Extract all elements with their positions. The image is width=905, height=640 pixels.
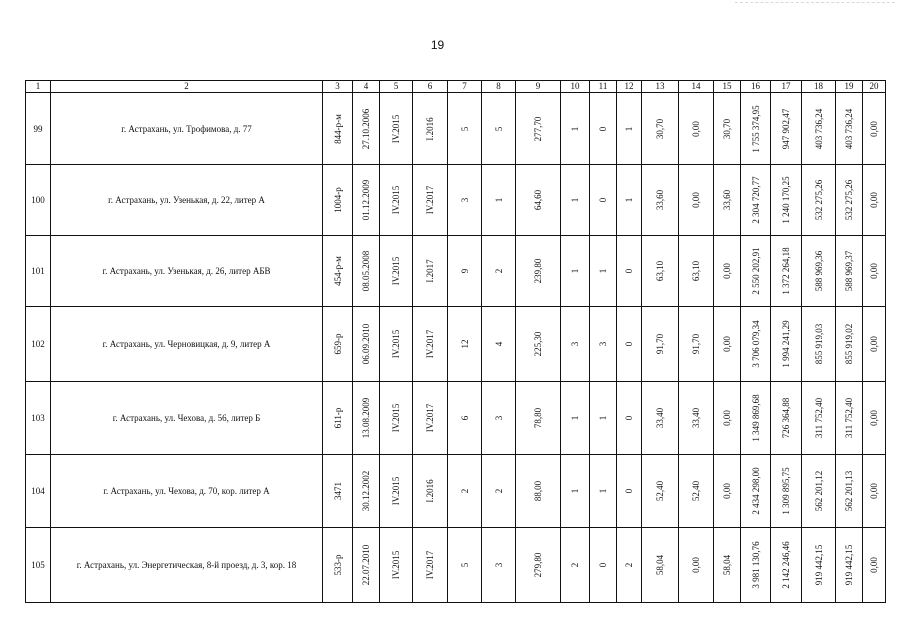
- premises-private-cell: [590, 93, 617, 165]
- total-cost-cell: [741, 382, 771, 455]
- regional-budget-cost-cell: [802, 165, 836, 236]
- premises-area-cell: [642, 307, 679, 382]
- extra-cost-cell: [863, 165, 886, 236]
- municipal-area-cell: [714, 165, 741, 236]
- premises-private-cell: [590, 528, 617, 603]
- total-cost-value: 2 550 202,91: [750, 247, 761, 295]
- resettlement-end-value: I.2017: [425, 259, 435, 283]
- resettlement-start-value: IV.2015: [391, 114, 401, 143]
- households-count-value: 2: [493, 488, 504, 494]
- resettlement-end-cell: [413, 93, 448, 165]
- premises-private-value: 1: [598, 488, 608, 494]
- premises-municipal-value: 0: [624, 268, 634, 274]
- residents-count-cell: [448, 307, 482, 382]
- resettlement-end-cell: [413, 455, 448, 528]
- resettlement-end-cell: [413, 528, 448, 603]
- table-row: [26, 382, 886, 455]
- decision-number-cell: [323, 382, 353, 455]
- extra-cost-value: 0,00: [869, 263, 879, 279]
- col-18-header: 18: [802, 81, 836, 93]
- decision-date-cell: [353, 307, 380, 382]
- address-cell: г. Астрахань, ул. Узенькая, д. 26, литер АБВ: [51, 236, 323, 307]
- premises-private-value: 1: [598, 415, 608, 421]
- col-10-header: 10: [561, 81, 590, 93]
- local-budget-cost-cell: [836, 307, 863, 382]
- premises-count-cell: [561, 165, 590, 236]
- row-number-cell: 99: [26, 93, 51, 165]
- local-budget-cost-cell: [836, 382, 863, 455]
- municipal-area-value: 0,00: [722, 483, 732, 499]
- address-cell: г. Астрахань, ул. Узенькая, д. 22, литер А: [51, 165, 323, 236]
- col-20-header: 20: [863, 81, 886, 93]
- premises-area-cell: [642, 528, 679, 603]
- decision-number-value: 611-р: [332, 407, 343, 429]
- residents-count-cell: [448, 455, 482, 528]
- area-total-value: 239,80: [533, 258, 543, 284]
- premises-area-cell: [642, 382, 679, 455]
- private-area-cell: [679, 455, 714, 528]
- municipal-area-value: 0,00: [722, 263, 732, 279]
- area-total-cell: [516, 528, 561, 603]
- municipal-area-cell: [714, 528, 741, 603]
- address-cell: г. Астрахань, ул. Трофимова, д. 77: [51, 93, 323, 165]
- premises-area-value: 58,04: [655, 554, 665, 576]
- premises-count-value: 1: [570, 197, 580, 203]
- area-total-cell: [516, 165, 561, 236]
- row-number-cell: 101: [26, 236, 51, 307]
- resettlement-start-value: IV.2015: [391, 329, 401, 359]
- premises-municipal-value: 0: [624, 488, 634, 494]
- households-count-cell: [482, 307, 516, 382]
- fund-cost-cell: [771, 165, 802, 236]
- premises-area-value: 33,40: [655, 407, 665, 429]
- local-budget-cost-cell: [836, 455, 863, 528]
- resettlement-end-cell: [413, 165, 448, 236]
- local-budget-cost-cell: [836, 528, 863, 603]
- fund-cost-value: 726 364,88: [781, 397, 791, 439]
- premises-count-value: 1: [570, 268, 580, 274]
- premises-private-value: 0: [598, 197, 608, 203]
- area-total-value: 64,60: [533, 189, 543, 211]
- premises-municipal-value: 1: [624, 126, 634, 131]
- residents-count-value: 6: [459, 415, 470, 421]
- col-3-header: 3: [323, 81, 353, 93]
- resettlement-end-cell: [413, 382, 448, 455]
- decision-number-value: 844-р-м: [332, 113, 343, 144]
- premises-area-cell: [642, 93, 679, 165]
- area-total-value: 88,00: [533, 480, 543, 502]
- table-row: [26, 455, 886, 528]
- total-cost-value: 2 304 720,77: [750, 176, 761, 224]
- premises-municipal-cell: [617, 93, 642, 165]
- premises-area-value: 63,10: [655, 260, 665, 282]
- column-number-row: [26, 81, 886, 93]
- decision-date-value: 06.09.2010: [361, 323, 371, 365]
- resettlement-end-value: IV.2017: [425, 185, 435, 215]
- residents-count-cell: [448, 236, 482, 307]
- premises-municipal-value: 0: [624, 415, 634, 421]
- private-area-value: 91,70: [691, 333, 701, 355]
- resettlement-start-cell: [380, 236, 413, 307]
- fund-cost-value: 1 240 170,25: [781, 176, 791, 224]
- households-count-value: 3: [493, 415, 504, 421]
- address-cell: г. Астрахань, ул. Энергетическая, 8-й проезд, д. 3, кор. 18: [51, 528, 323, 603]
- private-area-cell: [679, 528, 714, 603]
- local-budget-cost-value: 532 275,26: [844, 179, 854, 221]
- households-count-value: 2: [493, 268, 504, 274]
- decision-number-value: 1004-р: [332, 187, 343, 213]
- area-total-cell: [516, 455, 561, 528]
- extra-cost-cell: [863, 307, 886, 382]
- area-total-value: 78,80: [533, 407, 543, 429]
- extra-cost-cell: [863, 236, 886, 307]
- area-total-cell: [516, 307, 561, 382]
- households-count-cell: [482, 528, 516, 603]
- area-total-value: 225,30: [533, 331, 543, 357]
- regional-budget-cost-cell: [802, 236, 836, 307]
- resettlement-start-value: IV.2015: [391, 403, 401, 433]
- table-row: [26, 236, 886, 307]
- residents-count-value: 9: [459, 268, 470, 274]
- extra-cost-value: 0,00: [869, 336, 879, 352]
- private-area-cell: [679, 93, 714, 165]
- total-cost-value: 1 349 869,68: [750, 394, 761, 442]
- premises-municipal-value: 1: [624, 197, 634, 203]
- premises-municipal-value: 2: [624, 562, 634, 568]
- total-cost-cell: [741, 455, 771, 528]
- regional-budget-cost-value: 919 442,15: [813, 544, 824, 586]
- premises-municipal-cell: [617, 307, 642, 382]
- fund-cost-cell: [771, 528, 802, 603]
- resettlement-start-value: IV.2015: [391, 256, 401, 286]
- premises-private-cell: [590, 382, 617, 455]
- scan-artifact: [735, 2, 895, 5]
- regional-budget-cost-value: 855 919,03: [813, 323, 824, 365]
- residents-count-value: 5: [459, 562, 470, 568]
- decision-date-cell: [353, 93, 380, 165]
- col-2-header: 2: [51, 81, 323, 93]
- fund-cost-cell: [771, 236, 802, 307]
- extra-cost-value: 0,00: [869, 120, 879, 137]
- local-budget-cost-value: 403 736,24: [844, 108, 854, 149]
- decision-number-value: 659-р: [332, 333, 343, 355]
- regional-budget-cost-cell: [802, 93, 836, 165]
- premises-count-cell: [561, 93, 590, 165]
- col-11-header: 11: [590, 81, 617, 93]
- premises-municipal-cell: [617, 165, 642, 236]
- row-number-cell: 103: [26, 382, 51, 455]
- decision-date-value: 01.12.2009: [361, 179, 371, 221]
- premises-municipal-cell: [617, 455, 642, 528]
- private-area-value: 63,10: [691, 260, 701, 282]
- resettlement-end-value: I.2016: [425, 479, 435, 503]
- municipal-area-cell: [714, 307, 741, 382]
- decision-number-cell: [323, 93, 353, 165]
- resettlement-start-cell: [380, 382, 413, 455]
- premises-count-cell: [561, 236, 590, 307]
- decision-number-cell: [323, 165, 353, 236]
- decision-date-cell: [353, 382, 380, 455]
- households-count-cell: [482, 382, 516, 455]
- regional-budget-cost-value: 311 752,40: [813, 397, 824, 439]
- municipal-area-value: 0,00: [722, 410, 732, 426]
- col-5-header: 5: [380, 81, 413, 93]
- municipal-area-value: 0,00: [722, 336, 732, 352]
- col-6-header: 6: [413, 81, 448, 93]
- decision-number-cell: [323, 236, 353, 307]
- decision-date-cell: [353, 165, 380, 236]
- premises-municipal-cell: [617, 382, 642, 455]
- total-cost-cell: [741, 93, 771, 165]
- private-area-value: 52,40: [691, 480, 701, 502]
- resettlement-end-cell: [413, 236, 448, 307]
- col-19-header: 19: [836, 81, 863, 93]
- col-13-header: 13: [642, 81, 679, 93]
- private-area-cell: [679, 165, 714, 236]
- local-budget-cost-value: 919 442,15: [844, 544, 854, 586]
- local-budget-cost-value: 588 969,37: [844, 250, 854, 292]
- premises-count-value: 1: [570, 415, 580, 421]
- residents-count-value: 3: [459, 197, 470, 203]
- fund-cost-value: 947 902,47: [781, 108, 791, 149]
- resettlement-start-value: IV.2015: [391, 550, 401, 580]
- resettlement-end-value: I.2016: [425, 116, 435, 141]
- regional-budget-cost-cell: [802, 528, 836, 603]
- resettlement-end-cell: [413, 307, 448, 382]
- premises-area-cell: [642, 236, 679, 307]
- premises-count-cell: [561, 455, 590, 528]
- decision-date-value: 08.05.2008: [361, 250, 371, 292]
- premises-private-cell: [590, 307, 617, 382]
- regional-budget-cost-value: 532 275,26: [813, 179, 824, 221]
- residents-count-cell: [448, 382, 482, 455]
- local-budget-cost-cell: [836, 236, 863, 307]
- premises-area-value: 52,40: [655, 480, 665, 502]
- extra-cost-cell: [863, 528, 886, 603]
- municipal-area-cell: [714, 455, 741, 528]
- premises-private-value: 0: [598, 562, 608, 568]
- households-count-value: 4: [493, 341, 504, 347]
- resettlement-start-cell: [380, 455, 413, 528]
- resettlement-end-value: IV.2017: [425, 329, 435, 359]
- area-total-cell: [516, 382, 561, 455]
- premises-private-value: 3: [598, 341, 608, 347]
- premises-area-value: 30,70: [655, 118, 665, 139]
- total-cost-cell: [741, 165, 771, 236]
- premises-count-value: 1: [570, 126, 580, 131]
- fund-cost-value: 1 309 895,75: [781, 467, 791, 515]
- regional-budget-cost-value: 562 201,12: [813, 470, 824, 512]
- col-14-header: 14: [679, 81, 714, 93]
- fund-cost-cell: [771, 307, 802, 382]
- regional-budget-cost-value: 403 736,24: [813, 108, 824, 149]
- total-cost-value: 1 755 374,95: [750, 104, 761, 153]
- households-count-cell: [482, 236, 516, 307]
- local-budget-cost-value: 311 752,40: [844, 397, 854, 439]
- premises-private-cell: [590, 455, 617, 528]
- table-row: [26, 165, 886, 236]
- residents-count-cell: [448, 528, 482, 603]
- area-total-value: 277,70: [533, 116, 543, 141]
- row-number-cell: 105: [26, 528, 51, 603]
- resettlement-start-cell: [380, 307, 413, 382]
- address-cell: г. Астрахань, ул. Черновицкая, д. 9, литер А: [51, 307, 323, 382]
- area-total-cell: [516, 93, 561, 165]
- households-count-value: 1: [493, 197, 504, 203]
- local-budget-cost-cell: [836, 93, 863, 165]
- premises-municipal-value: 0: [624, 341, 634, 347]
- col-1-header: 1: [26, 81, 51, 93]
- extra-cost-cell: [863, 382, 886, 455]
- resettlement-start-value: IV.2015: [391, 476, 401, 506]
- private-area-value: 0,00: [691, 192, 701, 208]
- table-row: [26, 528, 886, 603]
- total-cost-value: 3 981 130,76: [750, 541, 761, 589]
- households-count-cell: [482, 93, 516, 165]
- decision-date-value: 30.12.2002: [361, 470, 371, 512]
- local-budget-cost-cell: [836, 165, 863, 236]
- registry-body: [26, 93, 886, 603]
- premises-private-cell: [590, 165, 617, 236]
- households-count-value: 3: [493, 562, 504, 568]
- households-count-cell: [482, 455, 516, 528]
- resettlement-start-cell: [380, 165, 413, 236]
- premises-private-value: 1: [598, 268, 608, 274]
- extra-cost-value: 0,00: [869, 557, 879, 573]
- decision-number-cell: [323, 455, 353, 528]
- col-17-header: 17: [771, 81, 802, 93]
- private-area-value: 33,40: [691, 407, 701, 429]
- premises-private-value: 0: [598, 126, 608, 131]
- municipal-area-cell: [714, 382, 741, 455]
- residents-count-value: 2: [459, 488, 470, 494]
- municipal-area-value: 58,04: [722, 554, 732, 576]
- row-number-cell: 104: [26, 455, 51, 528]
- col-8-header: 8: [482, 81, 516, 93]
- row-number-cell: 100: [26, 165, 51, 236]
- decision-date-value: 13.08.2009: [361, 397, 371, 439]
- regional-budget-cost-cell: [802, 382, 836, 455]
- address-cell: г. Астрахань, ул. Чехова, д. 56, литер Б: [51, 382, 323, 455]
- fund-cost-cell: [771, 455, 802, 528]
- private-area-cell: [679, 236, 714, 307]
- regional-budget-cost-cell: [802, 307, 836, 382]
- premises-area-value: 33,60: [655, 189, 665, 211]
- households-count-cell: [482, 165, 516, 236]
- premises-count-value: 2: [570, 562, 580, 568]
- decision-date-cell: [353, 236, 380, 307]
- table-row: [26, 307, 886, 382]
- decision-number-value: 533-р: [332, 554, 343, 576]
- decision-number-value: 3471: [332, 482, 343, 500]
- residents-count-cell: [448, 93, 482, 165]
- col-15-header: 15: [714, 81, 741, 93]
- page-number: 19: [430, 38, 445, 52]
- extra-cost-value: 0,00: [869, 483, 879, 499]
- regional-budget-cost-value: 588 969,36: [813, 250, 824, 292]
- premises-municipal-cell: [617, 528, 642, 603]
- residents-count-value: 5: [459, 126, 470, 131]
- residents-count-cell: [448, 165, 482, 236]
- decision-date-value: 22.07.2010: [361, 544, 371, 586]
- address-cell: г. Астрахань, ул. Чехова, д. 70, кор. литер А: [51, 455, 323, 528]
- fund-cost-value: 2 142 246,46: [781, 541, 791, 589]
- premises-count-cell: [561, 307, 590, 382]
- fund-cost-value: 1 994 241,29: [781, 320, 791, 368]
- premises-municipal-cell: [617, 236, 642, 307]
- housing-registry-table: [25, 80, 886, 603]
- fund-cost-cell: [771, 382, 802, 455]
- decision-number-value: 454-р-м: [332, 256, 343, 286]
- premises-count-cell: [561, 382, 590, 455]
- total-cost-cell: [741, 307, 771, 382]
- local-budget-cost-value: 855 919,02: [844, 323, 854, 365]
- extra-cost-value: 0,00: [869, 192, 879, 208]
- fund-cost-value: 1 372 264,18: [781, 247, 791, 295]
- table-row: [26, 93, 886, 165]
- private-area-value: 0,00: [691, 120, 701, 137]
- col-12-header: 12: [617, 81, 642, 93]
- decision-number-cell: [323, 307, 353, 382]
- area-total-cell: [516, 236, 561, 307]
- total-cost-cell: [741, 528, 771, 603]
- decision-date-cell: [353, 528, 380, 603]
- decision-number-cell: [323, 528, 353, 603]
- municipal-area-value: 30,70: [722, 118, 732, 139]
- extra-cost-value: 0,00: [869, 410, 879, 426]
- residents-count-value: 12: [459, 339, 470, 349]
- decision-date-value: 27.10.2006: [361, 108, 371, 149]
- col-9-header: 9: [516, 81, 561, 93]
- row-number-cell: 102: [26, 307, 51, 382]
- private-area-cell: [679, 307, 714, 382]
- resettlement-end-value: IV.2017: [425, 550, 435, 580]
- total-cost-value: 2 434 298,00: [750, 467, 761, 515]
- fund-cost-cell: [771, 93, 802, 165]
- households-count-value: 5: [493, 126, 504, 131]
- municipal-area-cell: [714, 236, 741, 307]
- resettlement-start-cell: [380, 528, 413, 603]
- premises-count-value: 1: [570, 488, 580, 494]
- extra-cost-cell: [863, 93, 886, 165]
- premises-area-cell: [642, 165, 679, 236]
- local-budget-cost-value: 562 201,13: [844, 470, 854, 512]
- resettlement-end-value: IV.2017: [425, 403, 435, 433]
- area-total-value: 279,80: [533, 552, 543, 578]
- regional-budget-cost-cell: [802, 455, 836, 528]
- resettlement-start-cell: [380, 93, 413, 165]
- premises-count-cell: [561, 528, 590, 603]
- extra-cost-cell: [863, 455, 886, 528]
- private-area-value: 0,00: [691, 557, 701, 573]
- decision-date-cell: [353, 455, 380, 528]
- premises-private-cell: [590, 236, 617, 307]
- premises-count-value: 3: [570, 341, 580, 347]
- private-area-cell: [679, 382, 714, 455]
- premises-area-cell: [642, 455, 679, 528]
- total-cost-value: 3 706 079,34: [750, 320, 761, 368]
- col-4-header: 4: [353, 81, 380, 93]
- col-7-header: 7: [448, 81, 482, 93]
- total-cost-cell: [741, 236, 771, 307]
- col-16-header: 16: [741, 81, 771, 93]
- premises-area-value: 91,70: [655, 333, 665, 355]
- municipal-area-value: 33,60: [722, 189, 732, 211]
- resettlement-start-value: IV.2015: [391, 185, 401, 215]
- municipal-area-cell: [714, 93, 741, 165]
